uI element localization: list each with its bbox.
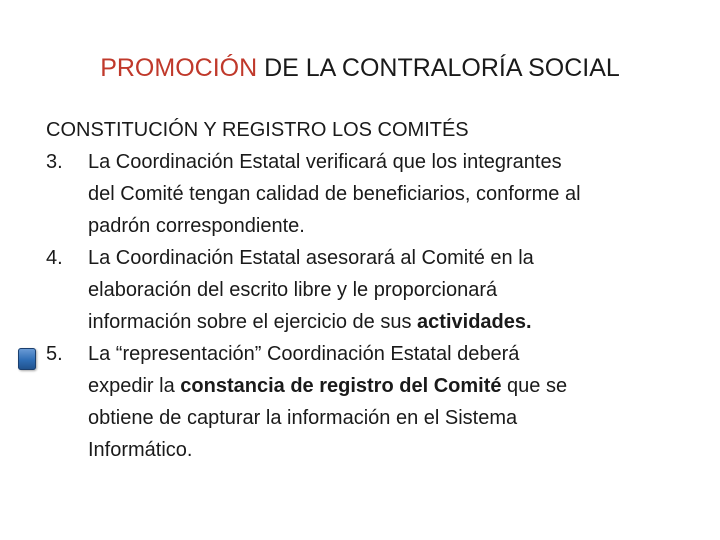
item-line: Informático. xyxy=(88,439,193,461)
item-line: elaboración del escrito libre y le proporcionará xyxy=(88,279,498,301)
item-text: que se xyxy=(501,375,568,397)
item-number: 4. xyxy=(46,247,63,269)
item-line xyxy=(88,370,696,402)
item-line: La Coordinación Estatal asesorará al Comité en la xyxy=(88,247,534,269)
list-item-3 xyxy=(46,146,696,242)
item-bold-text: constancia de registro del Comité xyxy=(180,375,502,397)
item-number: 3. xyxy=(46,151,63,173)
item-text: información sobre el ejercicio de sus xyxy=(88,311,418,333)
item-line: obtiene de capturar la información en el Sistema xyxy=(88,407,518,429)
slide-title xyxy=(0,52,720,84)
item-number: 5. xyxy=(46,343,63,365)
item-line: La “representación” Coordinación Estatal deberá xyxy=(88,343,520,365)
blue-square-icon xyxy=(18,348,36,370)
list-item-5 xyxy=(46,338,696,466)
item-bold-text: actividades. xyxy=(417,311,532,333)
item-line xyxy=(88,306,696,338)
title-rest: DE LA CONTRALORÍA SOCIAL xyxy=(257,54,620,82)
item-line: La Coordinación Estatal verificará que los integrantes xyxy=(88,151,562,173)
section-heading: CONSTITUCIÓN Y REGISTRO LOS COMITÉS xyxy=(46,119,469,141)
item-text: expedir la xyxy=(88,375,181,397)
list-item-4 xyxy=(46,242,696,338)
item-line: padrón correspondiente. xyxy=(88,215,305,237)
slide-content xyxy=(46,114,696,466)
title-accent: PROMOCIÓN xyxy=(100,54,258,82)
item-line: del Comité tengan calidad de beneficiarios, conforme al xyxy=(88,183,581,205)
